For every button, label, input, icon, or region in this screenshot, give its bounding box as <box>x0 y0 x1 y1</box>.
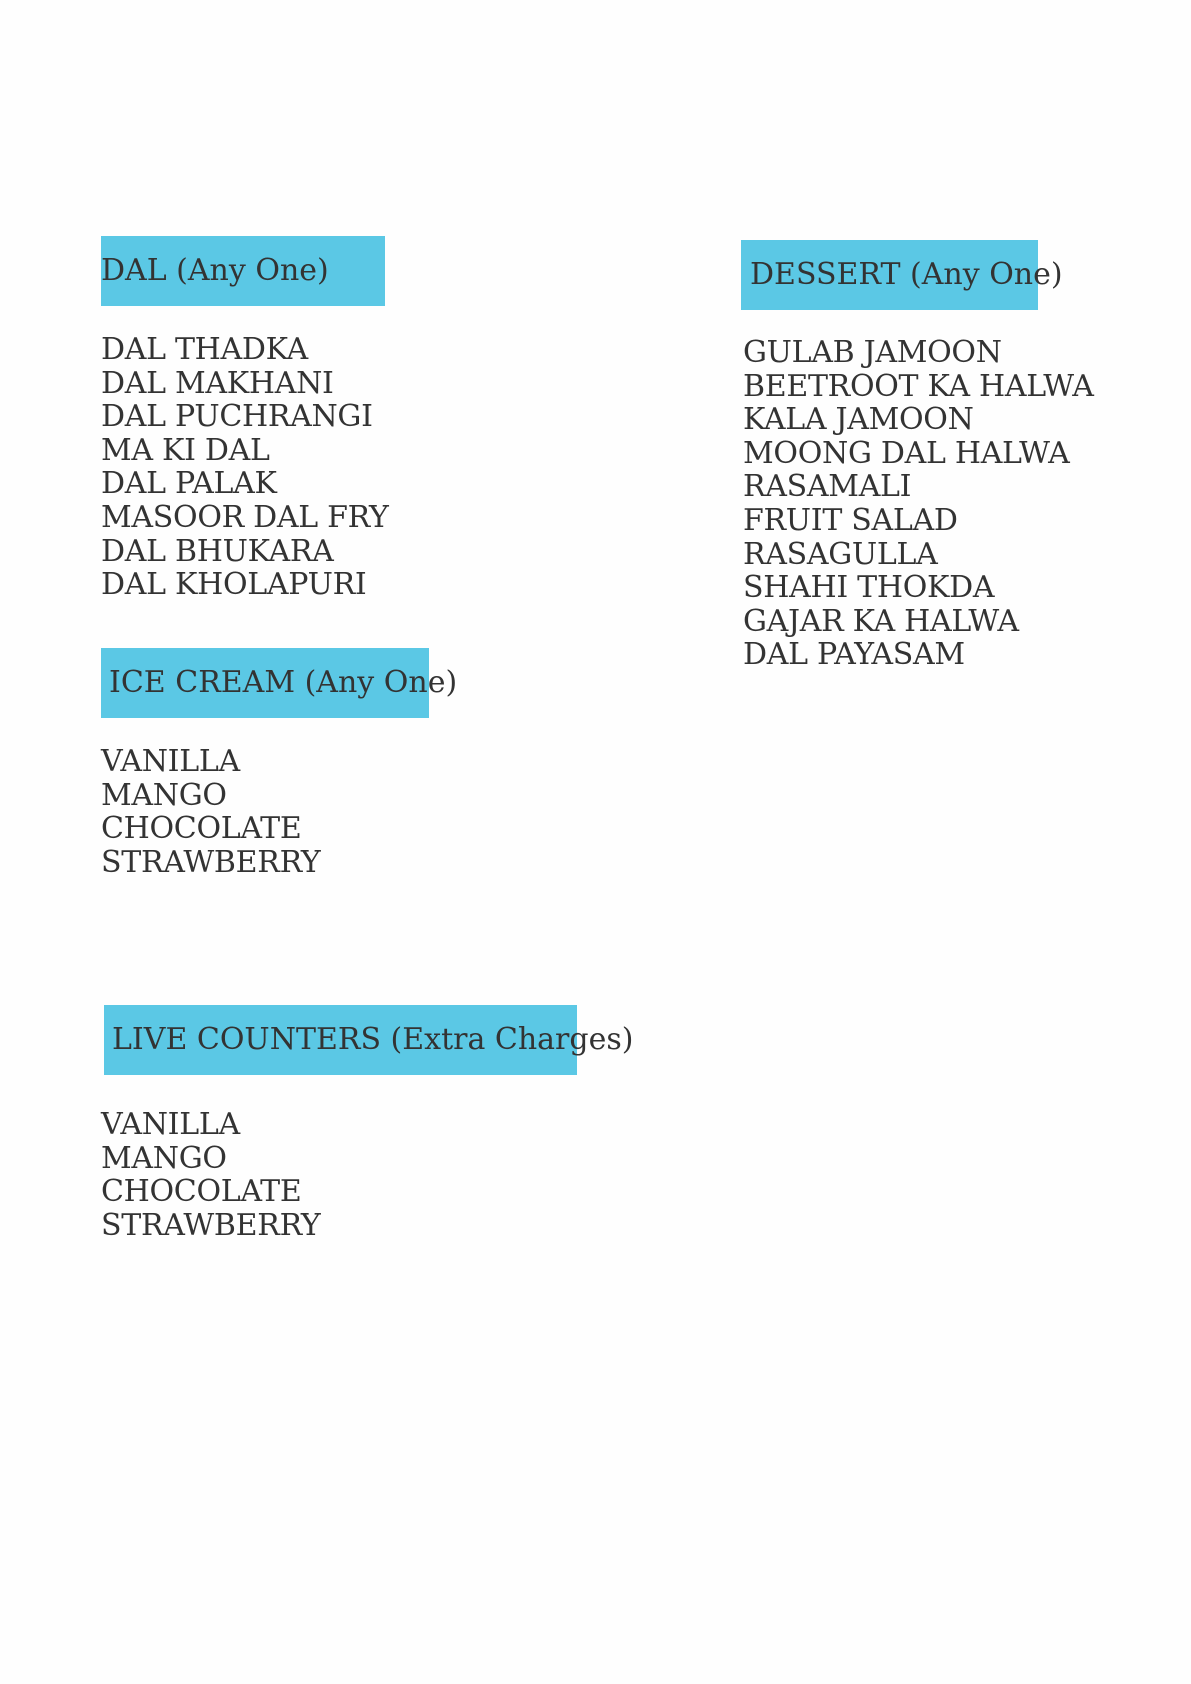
ice-cream-section-header: ICE CREAM (Any One) <box>101 648 429 718</box>
list-item: BEETROOT KA HALWA <box>743 368 1094 404</box>
list-item: MA KI DAL <box>101 432 270 468</box>
list-item: DAL KHOLAPURI <box>101 567 367 603</box>
list-item: VANILLA <box>101 744 240 779</box>
list-item: KALA JAMOON <box>743 402 974 438</box>
list-item: MANGO <box>101 1140 227 1176</box>
ice-cream-section <box>101 648 458 880</box>
list-item: FRUIT SALAD <box>743 502 958 538</box>
live-counters-section-header: LIVE COUNTERS (Extra Charges) <box>104 1005 577 1075</box>
list-item: GULAB JAMOON <box>743 335 1002 370</box>
live-counters-item-list <box>101 1108 577 1242</box>
list-item: DAL MAKHANI <box>101 365 334 401</box>
live-counters-section <box>101 1005 634 1243</box>
list-item: DAL BHUKARA <box>101 533 334 569</box>
list-item: MANGO <box>101 777 227 813</box>
dal-section-header: DAL (Any One) <box>101 236 385 306</box>
list-item: DAL PUCHRANGI <box>101 399 373 435</box>
list-item: DAL PAYASAM <box>743 637 965 673</box>
list-item: GAJAR KA HALWA <box>743 603 1019 639</box>
dal-item-list <box>101 333 389 602</box>
list-item: SHAHI THOKDA <box>743 570 995 606</box>
dessert-section-header: DESSERT (Any One) <box>741 240 1038 310</box>
dessert-section <box>741 240 1094 672</box>
list-item: STRAWBERRY <box>101 1207 321 1243</box>
list-item: MOONG DAL HALWA <box>743 435 1070 471</box>
dal-section <box>101 236 389 602</box>
list-item: RASAMALI <box>743 469 912 505</box>
list-item: CHOCOLATE <box>101 811 302 847</box>
list-item: CHOCOLATE <box>101 1174 302 1210</box>
list-item: STRAWBERRY <box>101 844 321 880</box>
ice-cream-item-list <box>101 745 429 879</box>
dessert-item-list <box>741 336 1094 672</box>
list-item: DAL THADKA <box>101 332 308 367</box>
list-item: RASAGULLA <box>743 536 938 572</box>
list-item: VANILLA <box>101 1107 240 1142</box>
list-item: DAL PALAK <box>101 466 277 502</box>
list-item: MASOOR DAL FRY <box>101 499 389 535</box>
